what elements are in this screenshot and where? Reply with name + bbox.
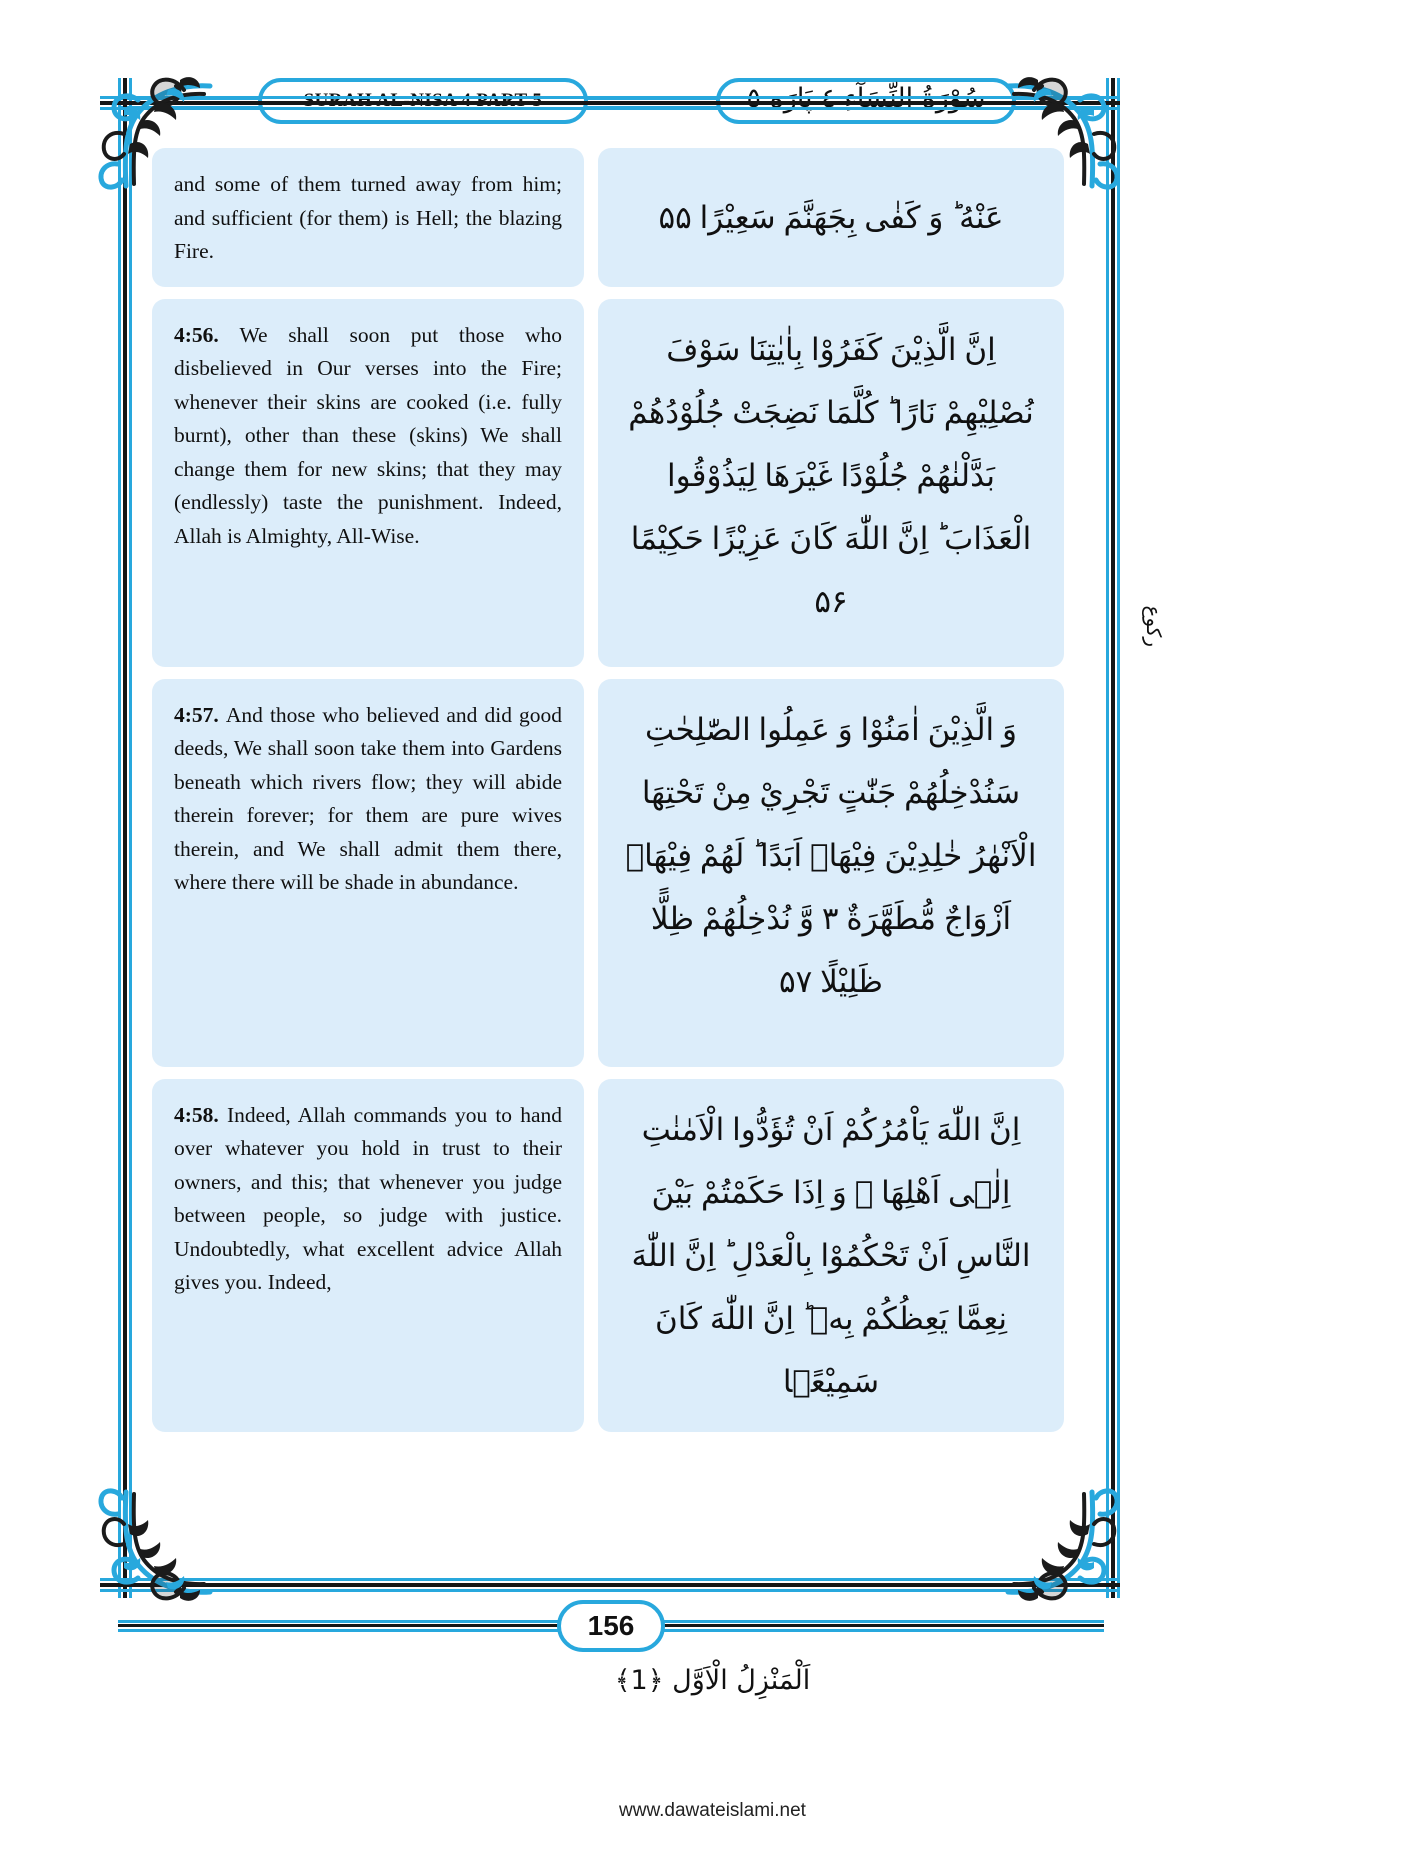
verse-number: 4:58. xyxy=(174,1102,227,1127)
verse-content-area xyxy=(152,148,1064,1420)
frame-right-rule xyxy=(1106,78,1120,1598)
manzil-label: اَلْمَنْزِلُ الْاَوَّل ﴿1﴾ xyxy=(614,1665,811,1696)
verse-number: 4:57. xyxy=(174,702,226,727)
corner-ornament-bottom-left xyxy=(84,1488,214,1618)
corner-ornament-bottom-right xyxy=(1004,1488,1134,1618)
translation-cell xyxy=(152,299,584,667)
verse-row xyxy=(152,679,1064,1067)
translation-text: and some of them turned away from him; and sufficient (for them) is Hell; the blazing Fire. xyxy=(174,172,562,263)
translation-text: We shall soon put those who disbelieved in Our verses into the Fire; whenever their skins are cooked (i.e. fully burnt), other than these (skins) We shall change them for new skins; that they may (endlessly) taste the punishment. Indeed, Allah is Almighty, All-Wise. xyxy=(174,322,562,548)
verse-row xyxy=(152,299,1064,667)
frame-left-rule xyxy=(118,78,132,1598)
frame-bottom-rule xyxy=(100,1578,1120,1592)
verse-row xyxy=(152,148,1064,287)
translation-cell xyxy=(152,1079,584,1432)
translation-text: Indeed, Allah commands you to hand over whatever you hold in trust to their owners, and this; that whenever you judge between people, so judge with justice. Undoubtedly, what excellent advice Allah gives you. Indeed, xyxy=(174,1102,562,1294)
verse-number: 4:56. xyxy=(174,322,240,347)
translation-text: And those who believed and did good deeds, We shall soon take them into Gardens beneath which rivers flow; they will abide therein forever; for them are pure wives therein, and We shall admit them there, where there will be shade in abundance. xyxy=(174,702,562,894)
ruku-marker: رکوع xyxy=(1142,605,1166,647)
arabic-cell: اِنَّ اللّٰهَ يَاْمُرُكُمْ اَنْ تُؤَدُّوا الْاَمٰنٰتِ اِلٰۤى اَهْلِهَا ۙ وَ اِذَا حَكَمْتُمْ بَيْنَ النَّاسِ اَنْ تَحْكُمُوْا بِالْعَدْلِ ؕ اِنَّ اللّٰهَ نِعِمَّا يَعِظُكُمْ بِهٖ ؕ اِنَّ اللّٰهَ كَانَ سَمِيْعًۢا xyxy=(598,1079,1064,1432)
arabic-cell: اِنَّ الَّذِيْنَ كَفَرُوْا بِاٰيٰتِنَا سَوْفَ نُصْلِيْهِمْ نَارًا ؕ كُلَّمَا نَضِجَتْ جُلُوْدُهُمْ بَدَّلْنٰهُمْ جُلُوْدًا غَيْرَهَا لِيَذُوْقُوا الْعَذَابَ ؕ اِنَّ اللّٰهَ كَانَ عَزِيْزًا حَكِيْمًا ۵۶ xyxy=(598,299,1064,667)
website-url: www.dawateislami.net xyxy=(619,1800,806,1821)
translation-cell xyxy=(152,148,584,287)
page-footer xyxy=(118,1600,1104,1652)
verse-row xyxy=(152,1079,1064,1432)
translation-cell xyxy=(152,679,584,1067)
arabic-cell: عَنْهُ ؕ وَ كَفٰى بِجَهَنَّمَ سَعِيْرًا ۵۵ xyxy=(598,148,1064,287)
page-number: 156 xyxy=(557,1600,665,1652)
arabic-cell: وَ الَّذِيْنَ اٰمَنُوْا وَ عَمِلُوا الصّٰلِحٰتِ سَنُدْخِلُهُمْ جَنّٰتٍ تَجْرِيْ مِنْ تَحْتِهَا الْاَنْهٰرُ خٰلِدِيْنَ فِيْهَاۤ اَبَدًا ؕ لَهُمْ فِيْهَاۤ اَزْوَاجٌ مُّطَهَّرَةٌ ۳ وَّ نُدْخِلُهُمْ ظِلًّا ظَلِيْلًا ۵۷ xyxy=(598,679,1064,1067)
frame-top-rule xyxy=(100,96,1120,110)
